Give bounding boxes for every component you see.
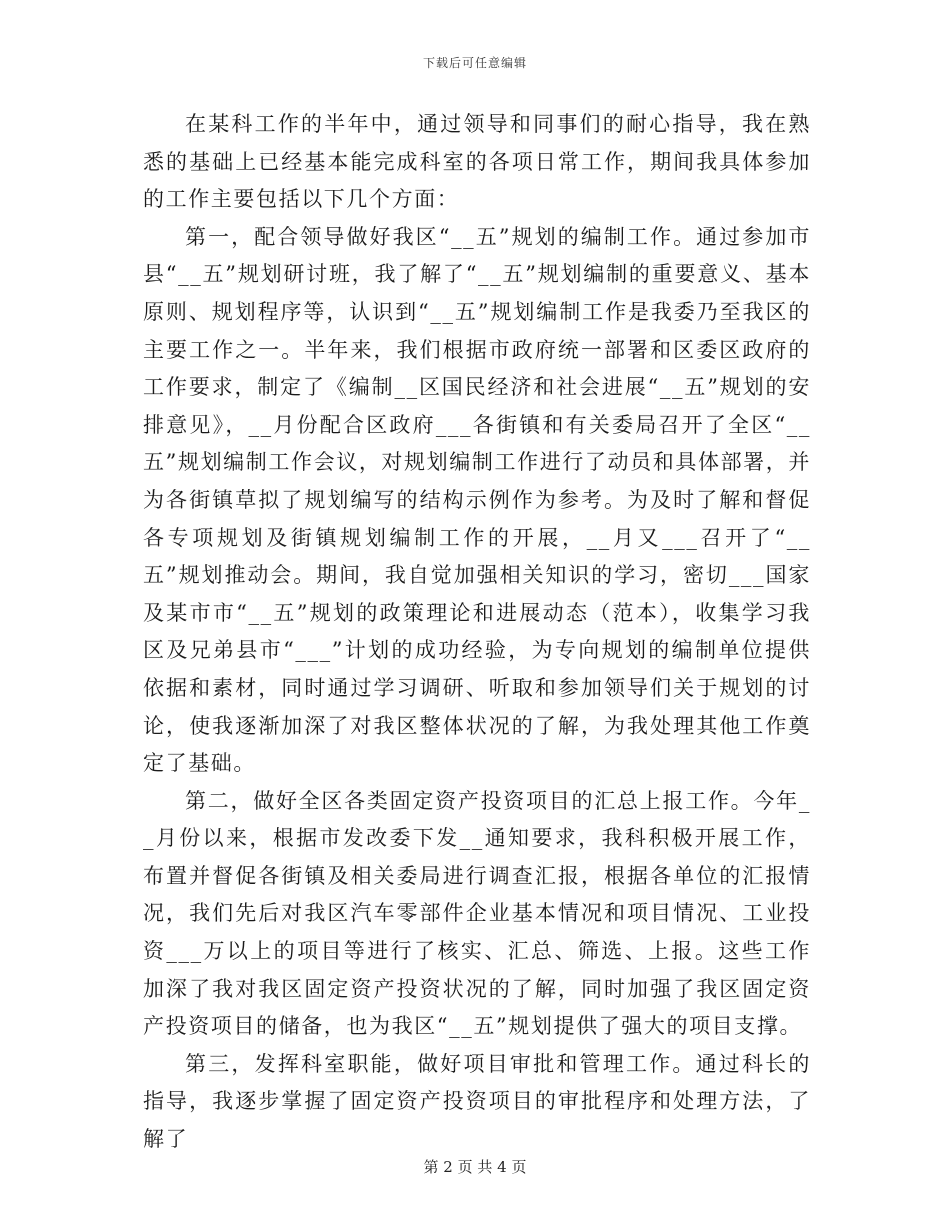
page-header: 下载后可任意编辑 xyxy=(422,56,527,70)
paragraph-third: 第三，发挥科室职能，做好项目审批和管理工作。通过科长的指导，我逐步掌握了固定资产投资项目的审批程序和处理方法，了解了 xyxy=(143,1051,811,1152)
paragraph-second: 第二，做好全区各类固定资产投资项目的汇总上报工作。今年__月份以来，根据市发改委下发__通知要求，我科积极开展工作，布置并督促各街镇及相关委局进行调查汇报，根据各单位的汇报情况，我们先后对我区汽车零部件企业基本情况和项目情况、工业投资___万以上的项目等进行了核实、汇总、筛选、上报。这些工作加深了我对我区固定资产投资状况的了解，同时加强了我区固定资产投资项目的储备，也为我区“__五”规划提供了强大的项目支撑。 xyxy=(143,788,811,1039)
paragraph-first: 第一，配合领导做好我区“__五”规划的编制工作。通过参加市县“__五”规划研讨班，我了解了“__五”规划编制的重要意义、基本原则、规划程序等，认识到“__五”规划编制工作是我委乃至我区的主要工作之一。半年来，我们根据市政府统一部署和区委区政府的工作要求，制定了《编制__区国民经济和社会进展“__五”规划的安排意见》，__月份配合区政府___各街镇和有关委局召开了全区“__五”规划编制工作会议，对规划编制工作进行了动员和具体部署，并为各街镇草拟了规划编写的结构示例作为参考。为及时了解和督促各专项规划及街镇规划编制工作的开展，__月又___召开了“__五”规划推动会。期间，我自觉加强相关知识的学习，密切___国家及某市市“__五”规划的政策理论和进展动态（范本），收集学习我区及兄弟县市“___”计划的成功经验，为专向规划的编制单位提供依据和素材，同时通过学习调研、听取和参加领导们关于规划的讨论，使我逐渐加深了对我区整体状况的了解，为我处理其他工作奠定了基础。 xyxy=(143,224,811,776)
paragraph-intro: 在某科工作的半年中，通过领导和同事们的耐心指导，我在熟悉的基础上已经基本能完成科室的各项日常工作，期间我具体参加的工作主要包括以下几个方面： xyxy=(143,112,811,212)
document-body xyxy=(143,106,811,1159)
page-number-footer: 第 2 页 共 4 页 xyxy=(423,1158,527,1176)
